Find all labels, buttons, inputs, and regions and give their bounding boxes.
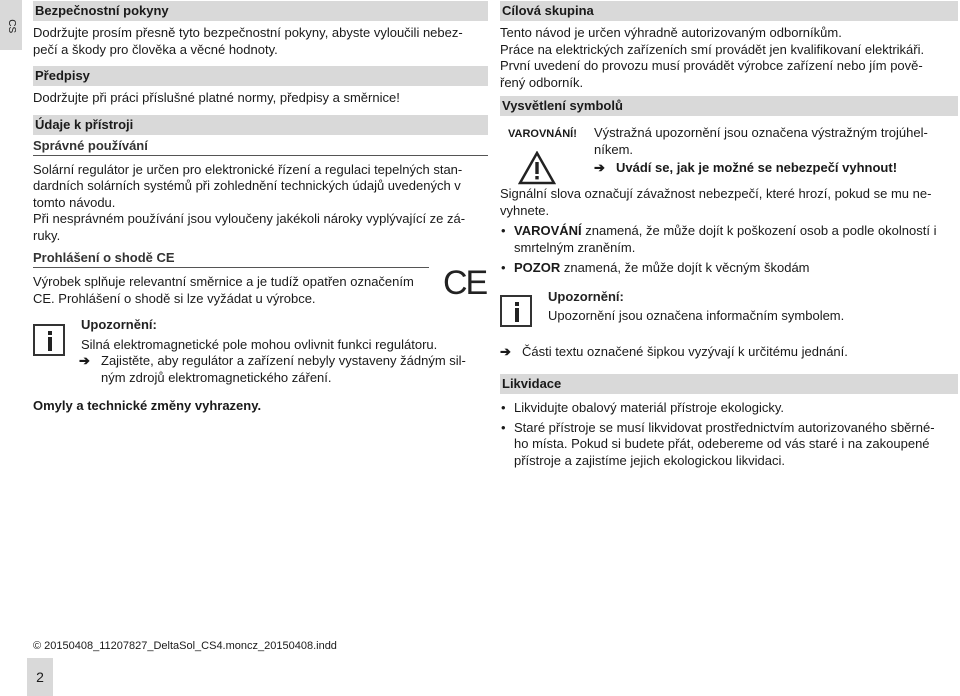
right-note-text: Upozornění jsou označena informačním symbolem. bbox=[548, 308, 845, 323]
left-note-title: Upozornění: bbox=[81, 317, 157, 332]
left-column bbox=[33, 0, 488, 415]
signal-word-list bbox=[500, 223, 958, 277]
regulations-text: Dodržujte při práci příslušné platné normy, předpisy a směrnice! bbox=[33, 90, 400, 105]
misuse-line-2: ruky. bbox=[33, 227, 61, 243]
list-item bbox=[500, 260, 958, 277]
bullet-text: znamená, že může dojít k věcným škodám bbox=[560, 260, 810, 275]
signal-line-2: vyhnete. bbox=[500, 202, 550, 218]
proper-use-line-3: tomto návodu. bbox=[33, 194, 116, 210]
language-code: CS bbox=[6, 19, 18, 34]
target-line-2: Práce na elektrických zařízeních smí provádět jen kvalifikovaní elektrikáři. bbox=[500, 41, 925, 57]
device-heading: Údaje k přístroji bbox=[33, 115, 488, 135]
safety-heading: Bezpečnostní pokyny bbox=[33, 1, 488, 21]
disposal-item-1: Likvidujte obalový materiál přístroje ekologicky. bbox=[514, 400, 784, 415]
safety-line-1: Dodržujte prosím přesně tyto bezpečnostní pokyny, abyste vyloučili nebez- bbox=[33, 25, 463, 40]
target-line-3b: řený odborník. bbox=[500, 74, 584, 90]
left-note-action-text: Zajistěte, aby regulátor a zařízení nebyly vystaveny žádným sil- bbox=[101, 353, 466, 368]
warning-line-2: níkem. bbox=[594, 141, 634, 157]
info-icon bbox=[33, 324, 65, 356]
arrow-right-icon: ➔ bbox=[594, 160, 605, 175]
right-note-title: Upozornění: bbox=[548, 288, 624, 304]
bullet-text-cont: smrtelným zraněním. bbox=[514, 239, 636, 255]
warning-line-1: Výstražná upozornění jsou označena výstražným trojúhel- bbox=[594, 125, 928, 140]
warning-block bbox=[500, 125, 958, 177]
target-line-1: Tento návod je určen výhradně autorizovaným odborníkům. bbox=[500, 25, 842, 40]
target-line-3a: První uvedení do provozu musí provádět výrobce zařízení nebo jím pově- bbox=[500, 58, 923, 73]
list-item bbox=[500, 420, 958, 470]
ce-line-2: CE. Prohlášení o shodě si lze vyžádat u výrobce. bbox=[33, 290, 316, 306]
proper-use-line-2: dardních solárních systémů při zohlednění technických údajů uvedených v bbox=[33, 178, 461, 193]
arrow-explanation: Části textu označené šipkou vyzývají k určitému jednání. bbox=[522, 343, 848, 359]
right-note bbox=[500, 289, 958, 329]
left-note bbox=[33, 317, 488, 386]
disposal-item-2b: ho místa. Pokud si budete přát, odebereme od vás staré i na zakoupené bbox=[514, 436, 930, 451]
footer-filename: © 20150408_11207827_DeltaSol_CS4.moncz_20150408.indd bbox=[33, 640, 337, 652]
bullet-word-warning: VAROVÁNÍ bbox=[514, 223, 582, 238]
proper-use-line-1: Solární regulátor je určen pro elektronické řízení a regulaci tepelných stan- bbox=[33, 161, 463, 177]
left-note-action-2: ným zdrojů elektromagnetického záření. bbox=[101, 369, 332, 385]
disposal-list bbox=[500, 400, 958, 469]
info-icon bbox=[500, 295, 532, 327]
arrow-right-icon: ➔ bbox=[500, 343, 511, 359]
right-column bbox=[500, 0, 958, 469]
symbols-heading: Vysvětlení symbolů bbox=[500, 96, 958, 116]
arrow-right-icon: ➔ bbox=[79, 353, 90, 368]
regulations-heading: Předpisy bbox=[33, 66, 488, 86]
warning-action: Uvádí se, jak je možné se nebezpečí vyhnout! bbox=[616, 160, 898, 175]
ce-mark: CE bbox=[443, 264, 487, 302]
warning-triangle-icon bbox=[518, 151, 556, 185]
disposal-item-2a: Staré přístroje se musí likvidovat prostřednictvím autorizovaného sběrné- bbox=[514, 419, 935, 435]
bullet-word-caution: POZOR bbox=[514, 260, 561, 275]
misuse-line-1: Při nesprávném používání jsou vyloučeny jakékoli nároky vyplývající ze zá- bbox=[33, 211, 466, 226]
disposal-heading: Likvidace bbox=[500, 374, 958, 394]
list-item bbox=[500, 400, 958, 417]
errata-text: Omyly a technické změny vyhrazeny. bbox=[33, 398, 262, 413]
list-item bbox=[500, 223, 958, 256]
safety-line-2: pečí a škody pro člověka a věcné hodnoty. bbox=[33, 41, 278, 57]
left-note-text: Silná elektromagnetické pole mohou ovlivnit funkci regulátoru. bbox=[81, 336, 438, 352]
disposal-item-2c: přístroje a zajistíme jejich ekologickou likvidaci. bbox=[514, 452, 785, 468]
ce-section bbox=[33, 250, 488, 307]
proper-use-heading: Správné používání bbox=[33, 138, 488, 156]
signal-line-1: Signální slova označují závažnost nebezpečí, které hrozí, pokud se mu ne- bbox=[500, 186, 932, 201]
target-heading: Cílová skupina bbox=[500, 1, 958, 21]
left-note-action-1 bbox=[79, 353, 488, 370]
ce-line-1: Výrobek splňuje relevantní směrnice a je tudíž opatřen označením bbox=[33, 274, 414, 289]
ce-heading: Prohlášení o shodě CE bbox=[33, 250, 429, 268]
page-number: 2 bbox=[27, 658, 53, 696]
bullet-text: znamená, že může dojít k poškození osob a podle okolností i bbox=[581, 223, 937, 238]
language-tab bbox=[0, 0, 22, 50]
warning-label: VAROVNÁNÍ! bbox=[508, 128, 577, 140]
